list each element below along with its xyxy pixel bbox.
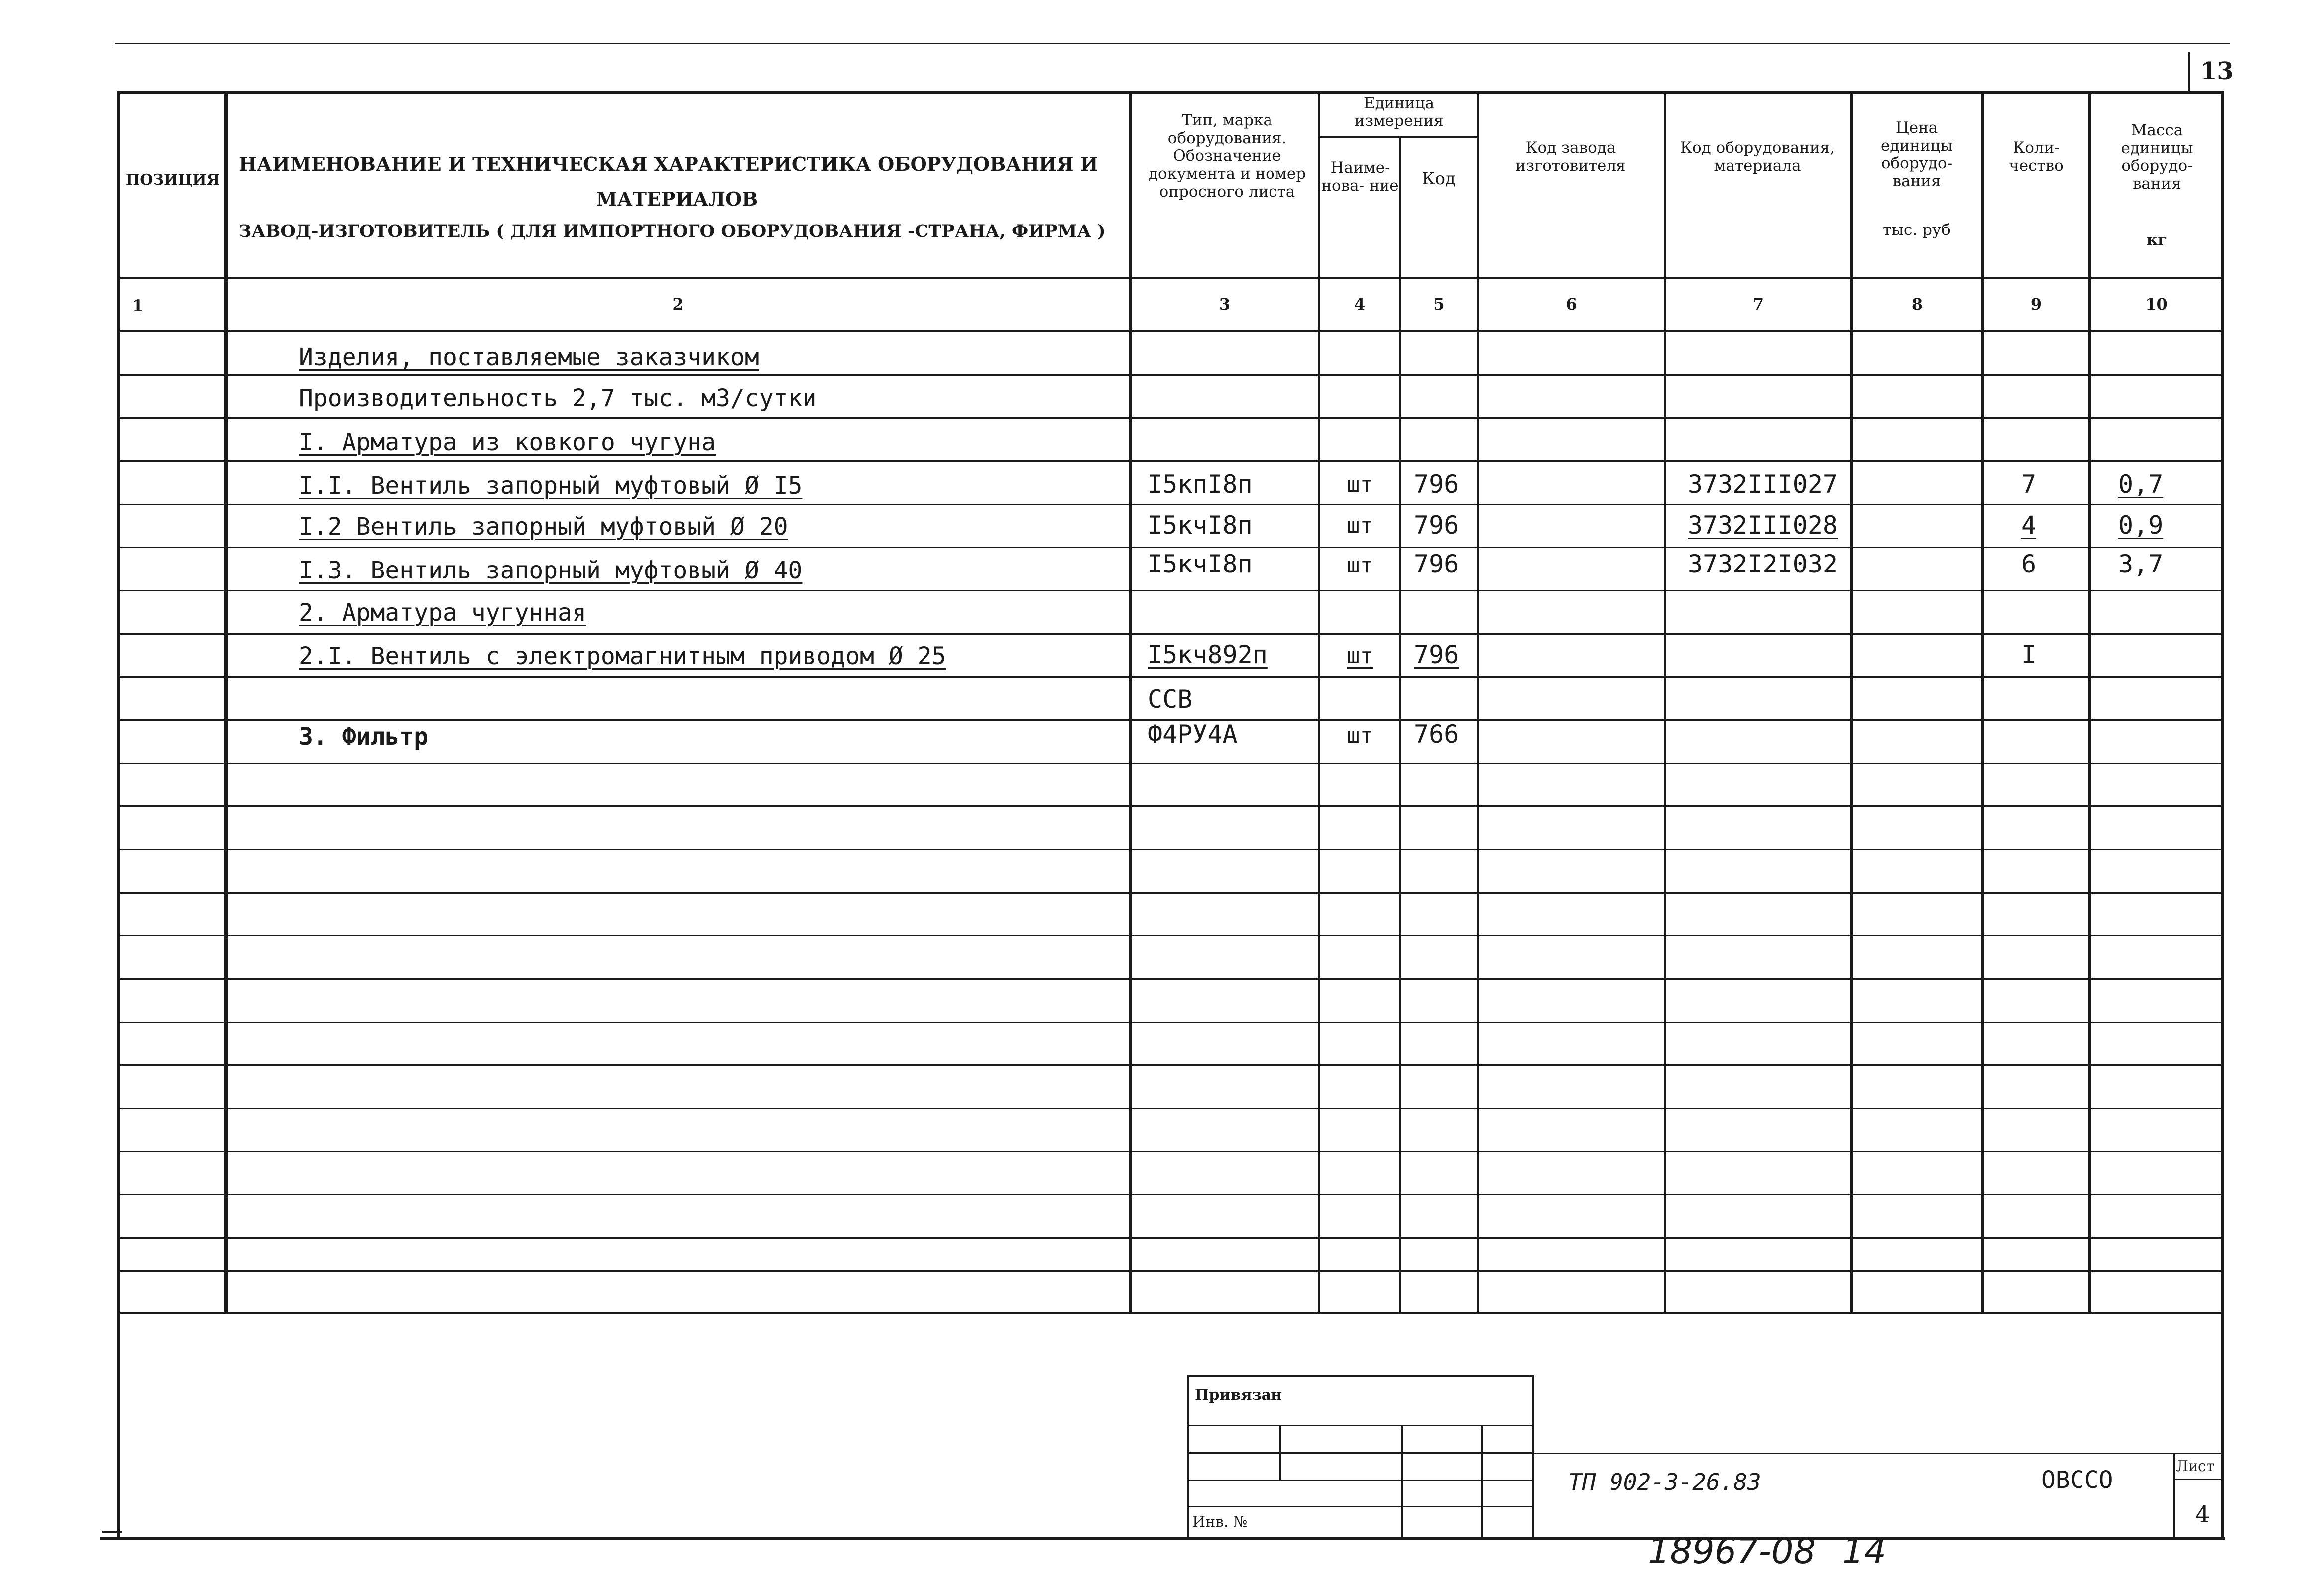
- header-position: ПОЗИЦИЯ: [125, 171, 220, 189]
- inventory-label: Инв. №: [1192, 1513, 1248, 1531]
- number-row-bottom-line: [117, 330, 2224, 332]
- row-unit: шт: [1347, 472, 1373, 497]
- row-name: I. Арматура из ковкого чугуна: [299, 428, 716, 456]
- top-border: [115, 43, 2230, 44]
- row-line: [117, 633, 2224, 635]
- row-line: [117, 460, 2224, 462]
- row-line: [117, 1270, 2224, 1272]
- col-sep-5: [1477, 91, 1479, 1313]
- column-number: 7: [1752, 295, 1764, 314]
- title-block-line: [2173, 1453, 2175, 1538]
- sheet-label: Лист: [2176, 1458, 2215, 1475]
- sheet-corner-number: 13: [2200, 57, 2234, 85]
- stamp-line: [1187, 1375, 1189, 1537]
- table-bottom-line: [117, 1312, 2224, 1314]
- stamp-line: [1401, 1425, 1403, 1537]
- row-line: [117, 805, 2224, 807]
- column-number: 2: [672, 295, 684, 314]
- row-quantity: 4: [2021, 511, 2037, 540]
- col-sep-8: [1981, 91, 1984, 1313]
- stamp-line: [1481, 1425, 1483, 1537]
- header-type: Тип, марка оборудования. Обозначение документа и номер опросного листа: [1148, 112, 1306, 201]
- row-name: 2.I. Вентиль с электромагнитным приводом Ø 25: [299, 642, 946, 670]
- row-line: [117, 1108, 2224, 1109]
- sheet-corner-divider: [2188, 52, 2190, 92]
- col-sep-7: [1850, 91, 1853, 1313]
- header-name-line1: НАИМЕНОВАНИЕ И ТЕХНИЧЕСКАЯ ХАРАКТЕРИСТИКА ОБОРУДОВАНИЯ И: [239, 153, 1098, 175]
- header-unit-code: Код: [1422, 169, 1456, 189]
- row-line: [117, 849, 2224, 850]
- row-type: ССВ: [1148, 685, 1193, 714]
- linked-label: Привязан: [1195, 1386, 1282, 1404]
- header-name-line2: МАТЕРИАЛОВ: [596, 188, 758, 210]
- row-quantity: I: [2021, 640, 2037, 669]
- row-equipment-code: 3732III027: [1688, 470, 1838, 499]
- col-sep-3: [1318, 91, 1320, 1313]
- archive-number: 18967-08: [1648, 1531, 1816, 1572]
- table-top-line: [117, 91, 2224, 94]
- row-line: [117, 590, 2224, 591]
- row-line: [117, 1194, 2224, 1195]
- row-line: [117, 504, 2224, 505]
- header-equipment-code: Код оборудования, материала: [1680, 139, 1835, 175]
- section-code: ОВССО: [2041, 1466, 2113, 1494]
- column-number: 5: [1433, 295, 1445, 314]
- row-name: 3. Фильтр: [299, 723, 429, 751]
- col-sep-9: [2088, 91, 2091, 1313]
- row-mass: 0,7: [2118, 470, 2164, 499]
- row-quantity: 6: [2021, 550, 2037, 578]
- column-number: 8: [1911, 295, 1923, 314]
- row-line: [117, 417, 2224, 419]
- header-factory-code: Код завода изготовителя: [1515, 139, 1626, 175]
- title-block-line: [2173, 1479, 2223, 1480]
- row-code: 796: [1414, 550, 1459, 578]
- row-type: I5кч892п: [1148, 640, 1268, 669]
- column-number: 6: [1566, 295, 1577, 314]
- unit-group-divider: [1319, 136, 1478, 138]
- document-code: ТП 902-3-26.83: [1568, 1469, 1761, 1495]
- row-code: 796: [1414, 640, 1459, 669]
- row-line: [117, 1022, 2224, 1023]
- header-unit-name: Наиме- нова- ние: [1321, 159, 1399, 195]
- row-type: I5кчI8п: [1148, 550, 1253, 578]
- col-sep-2: [1129, 91, 1132, 1313]
- header-price-unit: тыс. руб: [1883, 221, 1951, 239]
- stamp-line: [1532, 1375, 1534, 1537]
- row-code: 796: [1414, 511, 1459, 540]
- column-number: 9: [2030, 295, 2042, 314]
- column-number: 4: [1354, 295, 1366, 314]
- row-equipment-code: 3732III028: [1688, 511, 1838, 540]
- row-unit: шт: [1347, 643, 1373, 669]
- col-sep-1: [224, 91, 228, 1313]
- row-name: I.3. Вентиль запорный муфтовый Ø 40: [299, 557, 803, 584]
- row-unit: шт: [1347, 553, 1373, 578]
- row-name: I.2 Вентиль запорный муфтовый Ø 20: [299, 513, 788, 541]
- sheet-number: 4: [2195, 1501, 2210, 1528]
- row-mass: 3,7: [2118, 550, 2164, 578]
- row-equipment-code: 3732I2I032: [1688, 550, 1838, 578]
- row-name: I.I. Вентиль запорный муфтовый Ø I5: [299, 472, 803, 500]
- row-unit: шт: [1347, 513, 1373, 538]
- row-name: Изделия, поставляемые заказчиком: [299, 343, 759, 371]
- row-line: [117, 935, 2224, 936]
- row-type: I5кчI8п: [1148, 511, 1253, 540]
- column-number: 10: [2145, 295, 2168, 314]
- table-right-border: [2221, 91, 2224, 1540]
- table-left-border: [117, 91, 120, 1540]
- header-name-line3: ЗАВОД-ИЗГОТОВИТЕЛЬ ( ДЛЯ ИМПОРТНОГО ОБОРУДОВАНИЯ -СТРАНА, ФИРМА ): [239, 221, 1106, 241]
- col-sep-6: [1664, 91, 1666, 1313]
- row-line: [117, 978, 2224, 980]
- row-name: Производительность 2,7 тыс. м3/сутки: [299, 384, 817, 412]
- row-code: 766: [1414, 720, 1459, 749]
- row-line: [117, 763, 2224, 764]
- header-mass: Масса единицы оборудо- вания: [2121, 121, 2193, 193]
- header-quantity: Коли- чество: [2009, 139, 2064, 175]
- row-code: 796: [1414, 470, 1459, 499]
- header-price: Цена единицы оборудо- вания: [1880, 119, 1953, 190]
- row-type: I5кпI8п: [1148, 470, 1253, 499]
- archive-page: 14: [1842, 1531, 1887, 1572]
- row-line: [117, 1151, 2224, 1152]
- row-unit: шт: [1347, 723, 1373, 748]
- stamp-line: [1279, 1425, 1281, 1481]
- header-bottom-line: [117, 277, 2224, 279]
- row-line: [117, 676, 2224, 678]
- row-type: Ф4РУ4А: [1148, 720, 1238, 749]
- page-bottom-line-left-tick: [102, 1531, 122, 1533]
- row-line: [117, 892, 2224, 894]
- row-line: [117, 1064, 2224, 1066]
- row-mass: 0,9: [2118, 511, 2164, 540]
- row-line: [117, 374, 2224, 376]
- header-unit-group: Единица измерения: [1354, 94, 1444, 130]
- row-line: [117, 1237, 2224, 1239]
- row-quantity: 7: [2021, 470, 2037, 499]
- page-bottom-line: [100, 1537, 2225, 1540]
- row-name: 2. Арматура чугунная: [299, 599, 586, 627]
- column-number: 1: [132, 296, 144, 315]
- stamp-line: [1187, 1375, 1533, 1377]
- row-line: [117, 547, 2224, 548]
- title-block-line: [1533, 1453, 2224, 1454]
- header-mass-unit: кг: [2146, 231, 2168, 249]
- column-number: 3: [1219, 295, 1231, 314]
